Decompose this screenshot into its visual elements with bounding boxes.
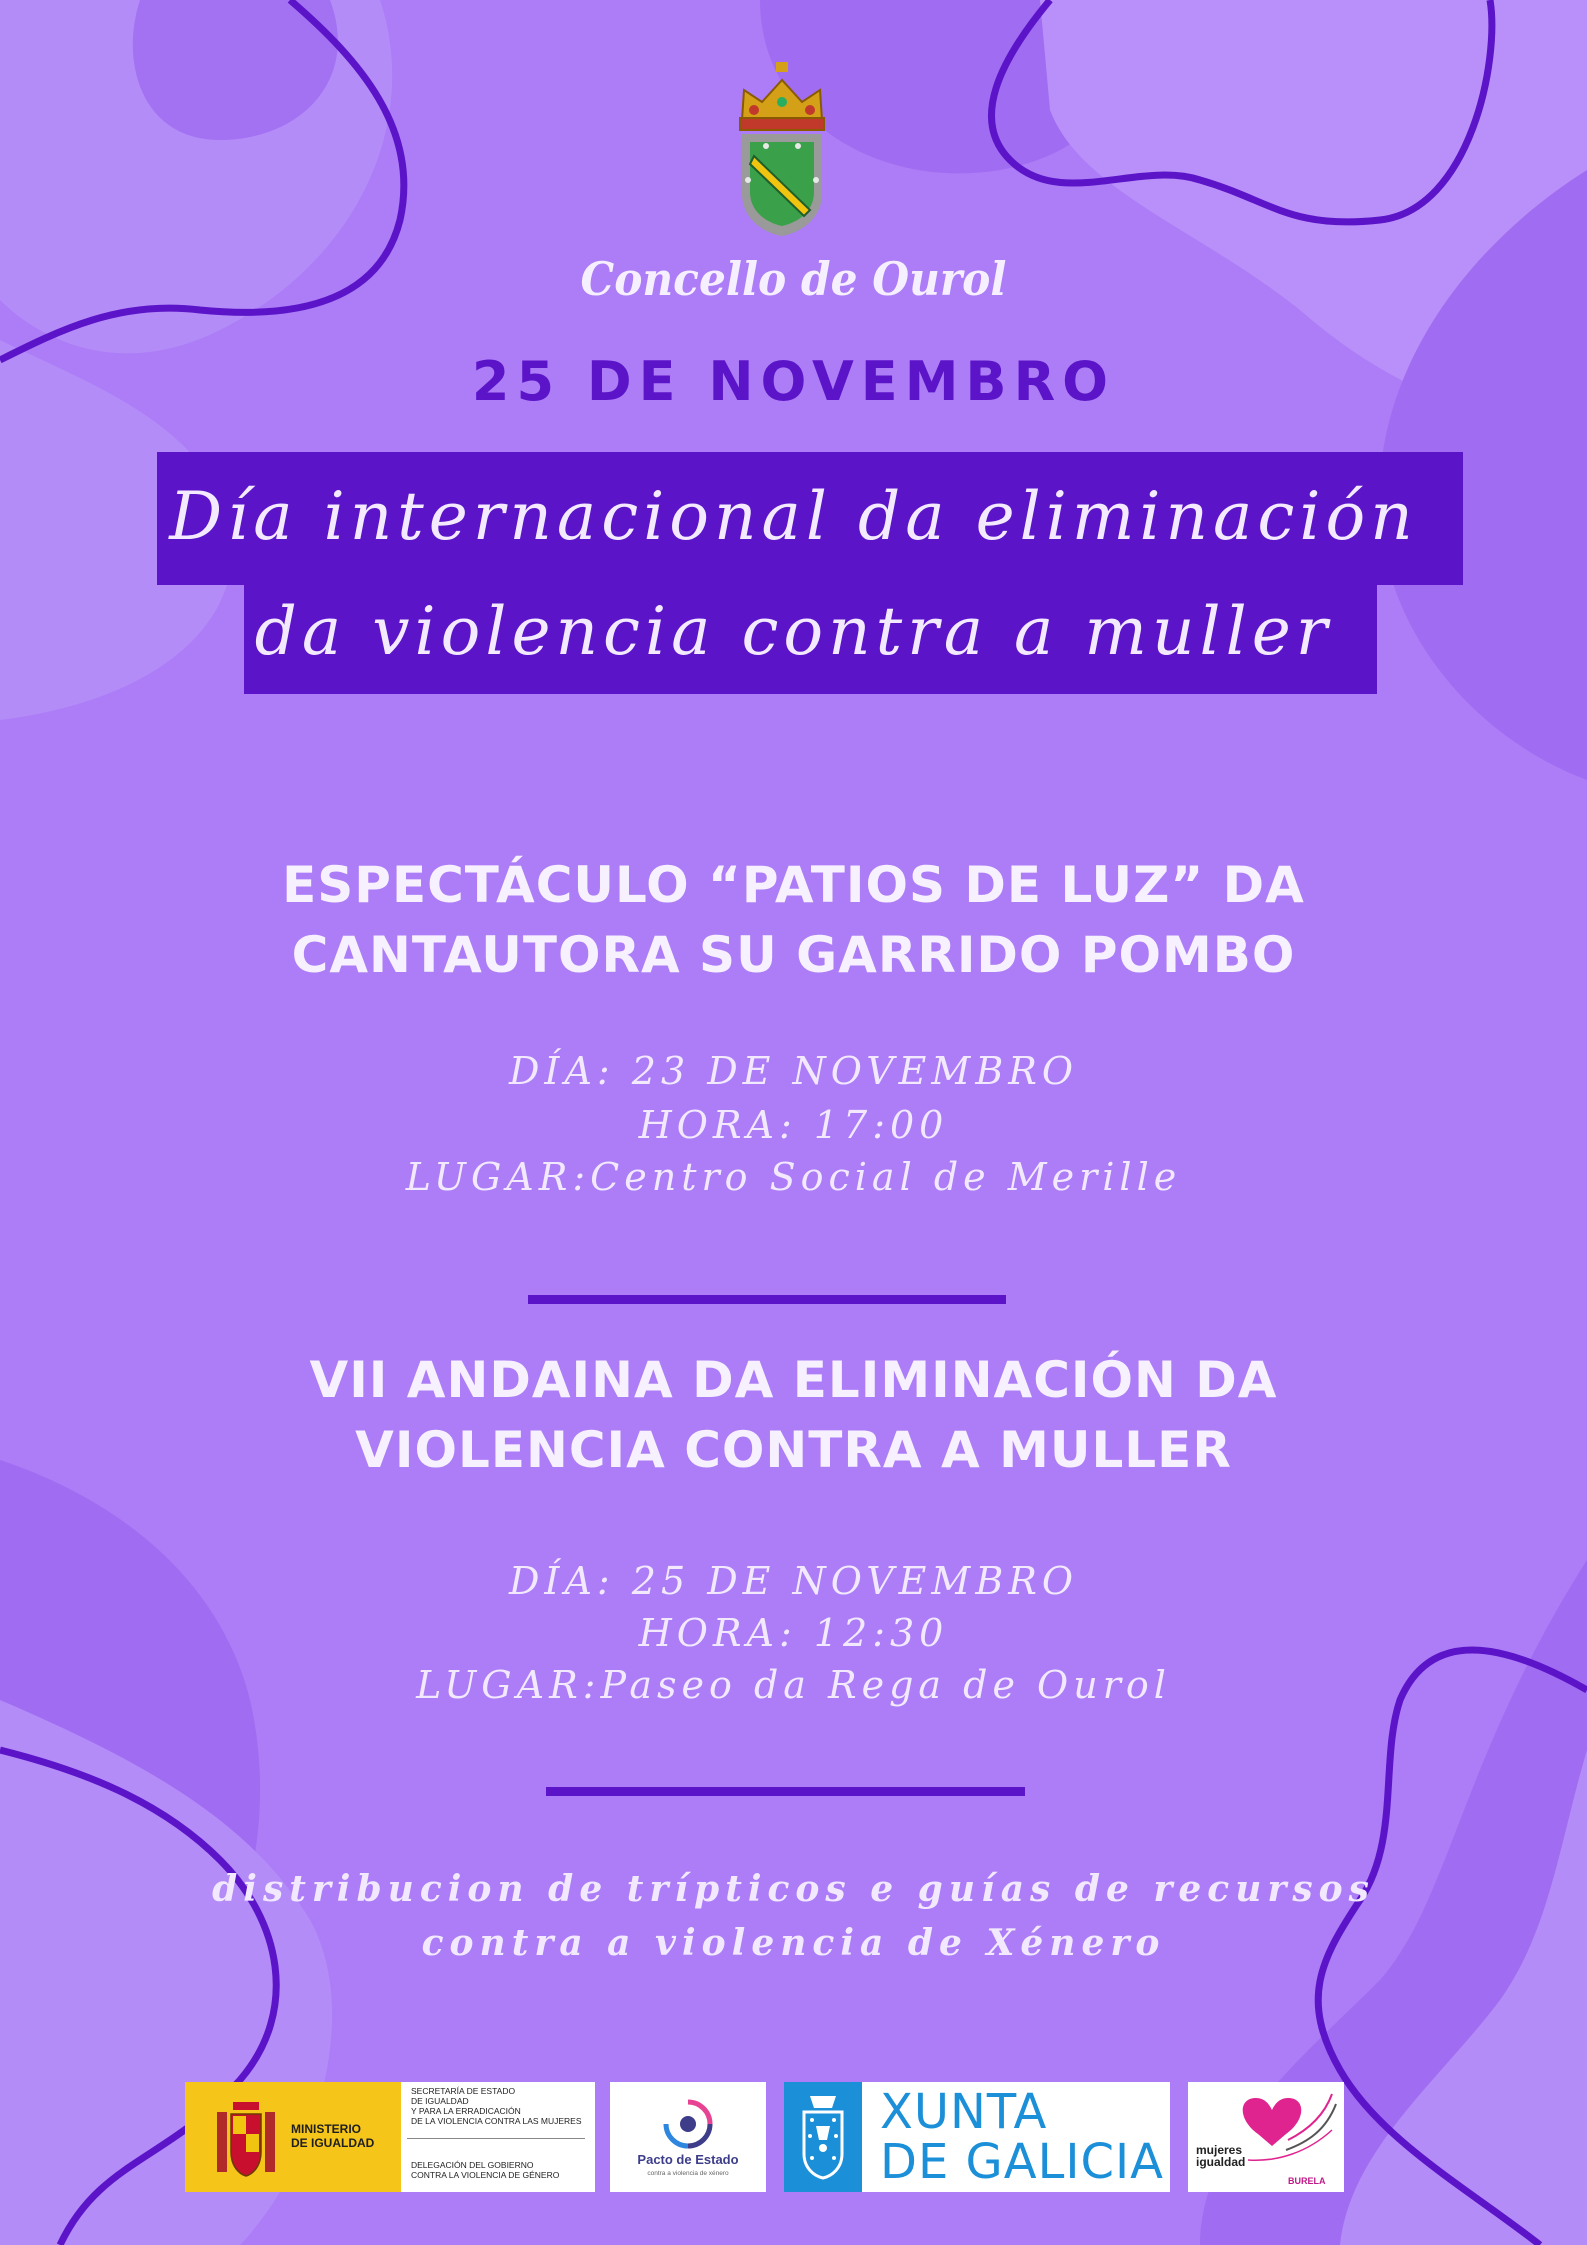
event-2-title-line-2: VIOLENCIA CONTRA A MULLER xyxy=(355,1421,1232,1479)
headline-line-2: da violencia contra a muller xyxy=(254,593,1333,670)
ministerio-name: MINISTERIO DE IGUALDAD xyxy=(291,2122,375,2150)
pacto-circle-icon xyxy=(660,2096,716,2152)
pacto-de-estado-logo xyxy=(610,2082,766,2192)
mujeres-name: mujeres igualdad xyxy=(1196,2143,1246,2169)
event-date-heading: 25 DE NOVEMBRO xyxy=(471,350,1116,413)
xunta-de-galicia-logo xyxy=(784,2082,1170,2192)
mujeres-town: BURELA xyxy=(1288,2176,1326,2186)
divider-1 xyxy=(528,1295,1006,1304)
event-2-title-line-1: VII ANDAINA DA ELIMINACIÓN DA xyxy=(309,1351,1278,1409)
footer-note-line-2: contra a violencia de Xénero xyxy=(421,1922,1166,1964)
event-1-title-line-1: ESPECTÁCULO “PATIOS DE LUZ” DA xyxy=(282,856,1305,914)
galicia-coat-of-arms-icon xyxy=(792,2092,854,2182)
divider-2 xyxy=(546,1787,1025,1796)
mujeres-igualdad-logo xyxy=(1188,2082,1344,2192)
event-2-time: HORA: 12:30 xyxy=(638,1611,949,1655)
ministerio-secretaria: SECRETARÍA DE ESTADO DE IGUALDAD Y PARA LA ERRADICACIÓN DE LA VIOLENCIA CONTRA LAS MUJERES xyxy=(411,2086,582,2126)
headline-line-1: Día internacional da eliminación xyxy=(169,478,1418,555)
pacto-label: Pacto de Estado xyxy=(637,2152,739,2167)
event-1-place: LUGAR:Centro Social de Merille xyxy=(405,1155,1182,1199)
event-1-time: HORA: 17:00 xyxy=(638,1103,949,1147)
event-1-title-line-2: CANTAUTORA SU GARRIDO POMBO xyxy=(291,926,1296,984)
spain-coat-of-arms-icon xyxy=(211,2096,281,2180)
xunta-line-1: XUNTA xyxy=(880,2084,1048,2140)
event-1-day: DÍA: 23 DE NOVEMBRO xyxy=(508,1049,1079,1093)
ministerio-delegacion: DELEGACIÓN DEL GOBIERNO CONTRA LA VIOLENCIA DE GÉNERO xyxy=(411,2160,560,2180)
xunta-line-2: DE GALICIA xyxy=(880,2134,1164,2190)
footer-note-line-1: distribucion de trípticos e guías de recursos xyxy=(212,1868,1375,1910)
pacto-subtitle: contra a violencia de xénero xyxy=(647,2170,729,2177)
ministerio-separator xyxy=(407,2138,585,2139)
coat-of-arms-icon xyxy=(724,60,840,238)
event-2-place: LUGAR:Paseo da Rega de Ourol xyxy=(416,1663,1171,1707)
organization-name: Concello de Ourol xyxy=(580,252,1007,306)
ministerio-igualdad-logo xyxy=(185,2082,595,2192)
event-2-day: DÍA: 25 DE NOVEMBRO xyxy=(508,1559,1079,1603)
